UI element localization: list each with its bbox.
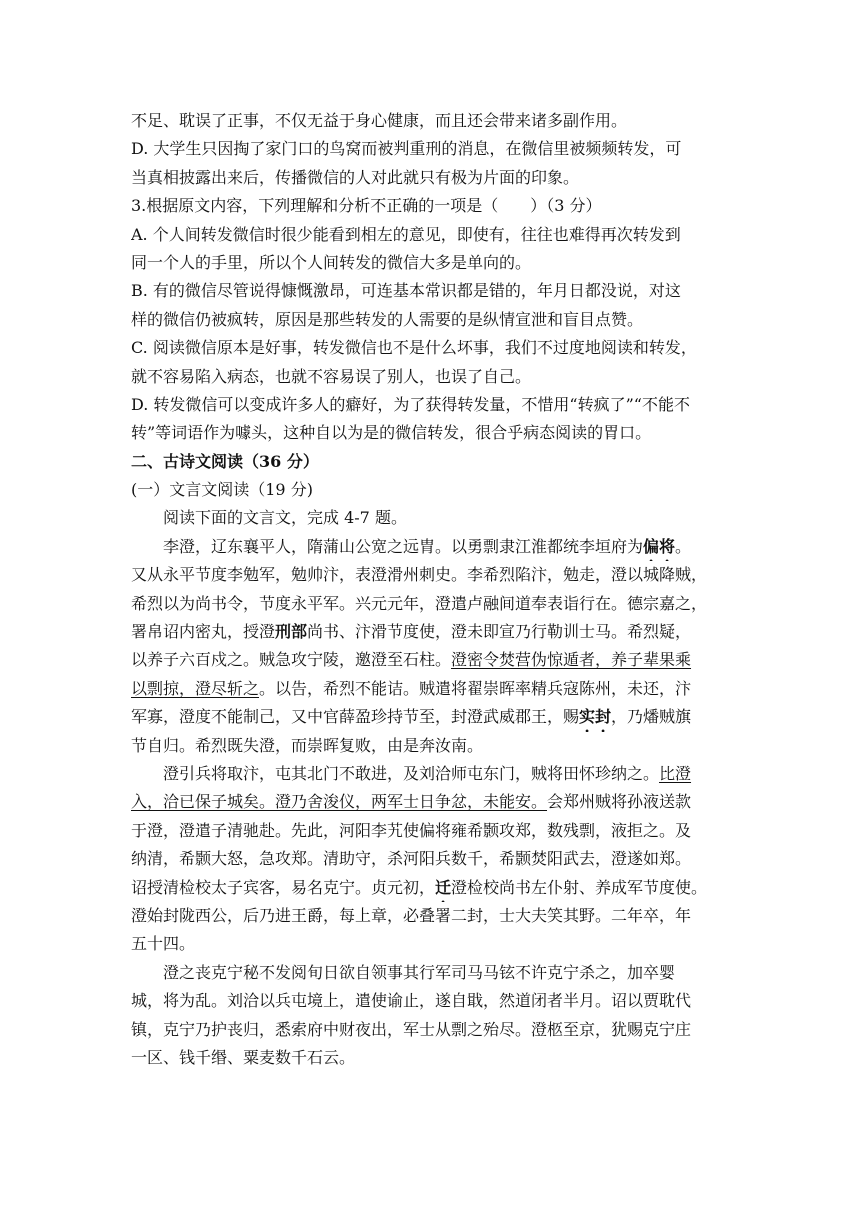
passage-text: 李澄，辽东襄平人，隋蒲山公宽之远胄。以勇剽隶江淮都统李垣府为 bbox=[163, 536, 644, 556]
section-heading: 二、古诗文阅读（36 分） bbox=[131, 451, 319, 471]
passage-p3-line2: 城，将为乱。刘洽以兵屯境上，遣使谕止，遂自戢，然道闭者半月。诏以贾耽代 bbox=[131, 991, 692, 1011]
q3-option-b-line2: 样的微信仍被疯转，原因是那些转发的人需要的是纵情宣泄和盲目点赞。 bbox=[131, 309, 644, 329]
passage-p1-line2: 又从永平节度李勉军，勉帅汴，表澄滑州刺史。李希烈陷汴，勉走，澄以城降贼， bbox=[131, 565, 708, 585]
passage-p3-line3: 镇，克宁乃护丧归，悉索府中财夜出，军士从剽之殆尽。澄柩至京，犹赐克宁庄 bbox=[131, 1019, 692, 1039]
q3-option-a-line1: A. 个人间转发微信时很少能看到相左的意见，即使有，往往也难得再次转发到 bbox=[131, 224, 681, 244]
passage-p2-line7: 五十四。 bbox=[131, 934, 196, 954]
document-body bbox=[131, 107, 731, 1072]
passage-p1-line1 bbox=[131, 533, 731, 561]
passage-p2-line6: 澄始封陇西公，后乃进王爵，每上章，必叠署二封，士大夫笑其野。二年卒，年 bbox=[131, 905, 692, 925]
passage-text: 澄检校尚书左仆射、养成军节度使。 bbox=[451, 877, 708, 897]
passage-text: 署帛诏内密丸，授澄 bbox=[131, 622, 276, 642]
subsection-heading: (一）文言文阅读（19 分) bbox=[131, 480, 313, 500]
passage-p1-line3: 希烈以为尚书令，节度永平军。兴元元年，澄遣卢融间道奉表诣行在。德宗嘉之， bbox=[131, 593, 708, 613]
emphasized-term: 偏将 bbox=[643, 536, 676, 556]
reading-instruction: 阅读下面的文言文，完成 4-7 题。 bbox=[163, 508, 407, 528]
passage-p2-line3: 于澄，澄遣子清驰赴。先此，河阳李艽使偏将雍希颢攻郑，数残剽，液拒之。及 bbox=[131, 820, 692, 840]
underlined-sentence: 澄密令焚营伪惊遁者，养子辈果乘 bbox=[451, 650, 692, 670]
passage-text: 尚书、汴滑节度使，澄未即宣乃行勒训士马。希烈疑， bbox=[307, 622, 692, 642]
passage-text: 。以告，希烈不能诘。贼遣将翟崇晖率精兵寇陈州，未还，汴 bbox=[259, 678, 692, 698]
q3-option-b-line1: B. 有的微信尽管说得慷慨激昂，可连基本常识都是错的，年月日都没说，对这 bbox=[131, 281, 681, 301]
passage-text: 军寡，澄度不能制己，又中官薛盈珍持节至，封澄武威郡王，赐 bbox=[131, 707, 580, 727]
passage-text: 会郑州贼将孙液送款 bbox=[547, 792, 692, 812]
q3-option-c-line1: C. 阅读微信原本是好事，转发微信也不是什么坏事，我们不过度地阅读和转发， bbox=[131, 338, 697, 358]
passage-text: 澄引兵将取汴，屯其北门不敢进，及刘洽师屯东门，贼将田怀珍纳之。 bbox=[163, 763, 660, 783]
q3-option-c-line2: 就不容易陷入病态，也就不容易误了别人，也误了自己。 bbox=[131, 366, 532, 386]
passage-p3-line4: 一区、钱千缗、粟麦数千石云。 bbox=[131, 1047, 356, 1067]
passage-p1-line4 bbox=[131, 618, 731, 646]
emphasized-term: 刑部 bbox=[275, 622, 308, 642]
underlined-sentence: 入，洽已保子城矣。澄乃舍浚仪，两军士日争忿，未能安。 bbox=[131, 792, 548, 812]
passage-text: 诏授清检校太子宾客，易名克宁。贞元初， bbox=[131, 877, 436, 897]
q2-option-d-line2: 当真相披露出来后，传播微信的人对此就只有极为片面的印象。 bbox=[131, 167, 580, 187]
q2-option-d-line1: D. 大学生只因掏了家门口的鸟窝而被判重刑的消息，在微信里被频频转发，可 bbox=[131, 139, 682, 159]
passage-text: 。 bbox=[675, 536, 692, 556]
question-3-stem: 3.根据原文内容，下列理解和分析不正确的一项是（ ）（3 分） bbox=[131, 196, 602, 216]
emphasized-term: 迁 bbox=[435, 877, 452, 897]
passage-text: 以养子六百戍之。贼急攻宁陵，邀澄至石柱。 bbox=[131, 650, 452, 670]
passage-p1-line6 bbox=[131, 675, 731, 703]
passage-p2-line4: 纳清，希颢大怒，急攻郑。清助守，杀河阳兵数千，希颢焚阳武去，澄遂如郑。 bbox=[131, 849, 692, 869]
passage-p2-line1 bbox=[131, 760, 731, 788]
q2-option-c-continuation: 不足、耽误了正事，不仅无益于身心健康，而且还会带来诸多副作用。 bbox=[131, 111, 628, 130]
passage-p1-line5 bbox=[131, 646, 731, 674]
passage-p1-line8: 节自归。希烈既失澄，而崇晖复败，由是奔汝南。 bbox=[131, 735, 484, 755]
passage-text: ，乃燔贼旗 bbox=[611, 707, 692, 727]
underlined-sentence: 比澄 bbox=[659, 763, 692, 783]
q3-option-d-line1: D. 转发微信可以变成许多人的癖好，为了获得转发量，不惜用“转疯了”“不能不 bbox=[131, 394, 690, 414]
q3-option-d-line2: 转”等词语作为噱头，这种自以为是的微信转发，很合乎病态阅读的胃口。 bbox=[131, 423, 652, 443]
underlined-sentence: 以剽掠，澄尽斩之 bbox=[131, 678, 260, 698]
q3-option-a-line2: 同一个人的手里，所以个人间转发的微信大多是单向的。 bbox=[131, 252, 532, 272]
passage-p3-line1: 澄之丧克宁秘不发阅旬日欲自领事其行军司马马铉不许克宁杀之，加卒婴 bbox=[163, 962, 676, 982]
emphasized-term: 实封 bbox=[579, 707, 612, 727]
passage-p2-line5 bbox=[131, 874, 731, 902]
passage-p2-line2 bbox=[131, 788, 731, 816]
passage-p1-line7 bbox=[131, 703, 731, 731]
